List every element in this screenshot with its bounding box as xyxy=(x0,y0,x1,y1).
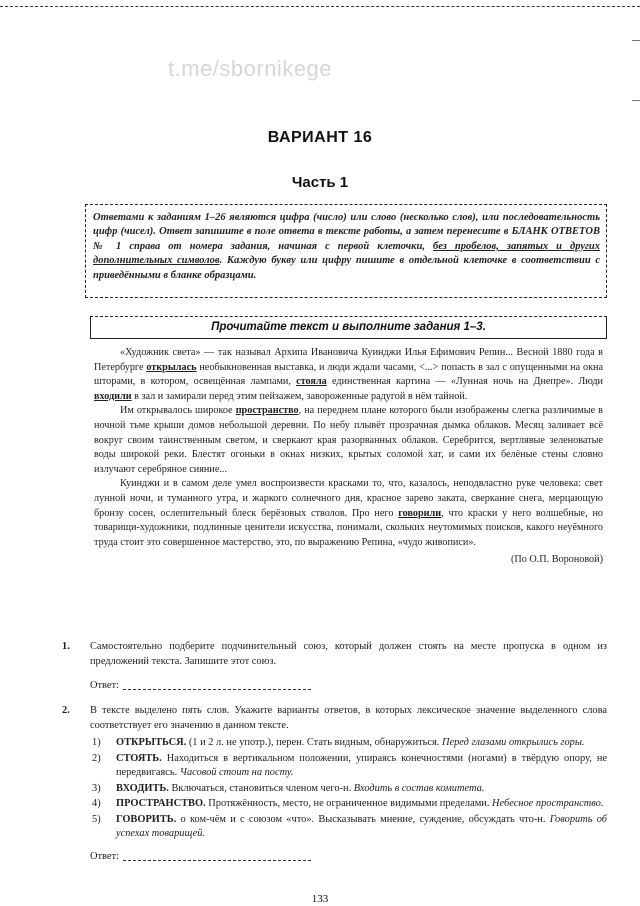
highlighted-word: входили xyxy=(94,390,132,402)
question-1 xyxy=(62,640,607,694)
option-item: 3) ВХОДИТЬ. Включаться, становиться членом чего-н. Входить в состав комитета. xyxy=(92,782,485,794)
highlighted-word: открылась xyxy=(146,361,197,373)
question-2 xyxy=(62,704,607,864)
answer-field[interactable] xyxy=(90,679,607,694)
part-title: Часть 1 xyxy=(291,174,349,191)
paragraph: Им открывалось широкое пространство, на переднем плане которого были изображены слегка различимые в ночной тьме крыши домов небольшой деревни. По небу плывёт прозрачная дымка облаков. Месяц заливает всё вокруг своим таинственным светом, и сверкают края разорванных облаков. Серебрится, вертлявые зеленоватые воды широкой реки. Блестят огоньки в окнах низких, крытых соломой хат, и сами их белёные стены словно излучают серебряное сияние... xyxy=(94,405,603,475)
page-number: 133 xyxy=(311,893,329,905)
paragraph: Куинджи и в самом деле умел воспроизвести красками то, что, казалось, неподвластно руке человека: свет лунной ночи, и туманного утра, и жаркого солнечного дня, красное зарево заката, сверкание снега, мерцающую бронзу сосен, ослепительный блеск берёзовых стволов. Про него говорили, что краски у него волшебные, но товарищи-художники, подлинные ценители искусства, понимали, скольких неутомимых поисков, какого неуёмного труда стоит это совершенное мастерство, это, по выражению Репина, «чудо живописи». xyxy=(94,478,603,548)
instructions-text: Ответами к заданиям 1–26 являются цифра (число) или слово (несколько слов), или последовательность цифр (чисел). Ответ запишите в поле ответа в тексте работы, а затем перенесите в БЛАНК ОТВЕТОВ № 1 справа от номера задания, начиная с первой клеточки, xyxy=(93,212,600,252)
watermark: t.me/sbornikege xyxy=(168,56,333,81)
paragraph: «Художник света» — так называл Архипа Ивановича Куинджи Илья Ефимович Репин... Весной 1880 года в Петербурге открылась необыкновенная выставка, и люди ждали часами, <...> попасть в зал с опущенными на окна шторами, в котором, освещённая лампами, стояла единственная картина — «Лунная ночь на Днепре». Люди входили в зал и замирали перед этим пейзажем, завороженные радугой в нём тайной. xyxy=(94,347,604,402)
answer-field[interactable] xyxy=(90,850,607,865)
answer-blank[interactable] xyxy=(123,860,311,861)
answer-label: Ответ: xyxy=(90,680,119,691)
answer-blank[interactable] xyxy=(123,689,311,690)
question-number: 2. xyxy=(62,705,70,716)
variant-title: ВАРИАНТ 16 xyxy=(267,129,373,146)
margin-tick xyxy=(632,100,640,101)
answer-label: Ответ: xyxy=(90,850,119,862)
question-number: 1. xyxy=(62,641,70,652)
highlighted-word: пространство xyxy=(235,405,299,417)
question-text: Самостоятельно подберите подчинительный союз, который должен стоять на месте пропуска в одном из предложений текста. Запишите этот союз. xyxy=(90,641,607,667)
question-text: В тексте выделено пять слов. Укажите варианты ответов, в которых лексическое значение выделенного слова соответствует его значению в данном тексте. xyxy=(90,705,607,731)
top-dashed-rule xyxy=(0,6,640,7)
instructions-box xyxy=(85,204,607,298)
task-header: Прочитайте текст и выполните задания 1–3. xyxy=(90,316,607,339)
highlighted-word: говорили xyxy=(398,507,442,519)
reading-text xyxy=(94,346,603,568)
option-item: 5) ГОВОРИТЬ. о ком-чём и с союзом «что». Высказывать мнение, суждение, обсуждать что-н. Говорить об успехах товарищей. xyxy=(92,813,607,839)
instructions-text-end: . Каждую букву или цифру пишите в отдельной клеточке в соответствии с приведёнными в бланке образцами. xyxy=(93,255,601,281)
author-credit: (По О.П. Вороновой) xyxy=(510,554,603,566)
option-item: 2) СТОЯТЬ. Находиться в вертикальном положении, упираясь конечностями (ногами) в твёрдую опору, не передвигаясь. Часовой стоит на посту. xyxy=(92,752,607,778)
options-list xyxy=(90,736,607,842)
instructions-underlined: без пробелов, запятых и других дополнительных символов xyxy=(93,240,600,267)
option-item: 4) ПРОСТРАНСТВО. Протяжённость, место, не ограниченное видимыми пределами. Небесное пространство. xyxy=(92,798,604,809)
margin-tick xyxy=(632,40,640,41)
highlighted-word: стояла xyxy=(296,376,327,388)
option-item: 1) ОТКРЫТЬСЯ. (1 и 2 л. не употр.), перен. Стать видным, обнаружиться. Перед глазами открылись горы. xyxy=(92,737,585,748)
